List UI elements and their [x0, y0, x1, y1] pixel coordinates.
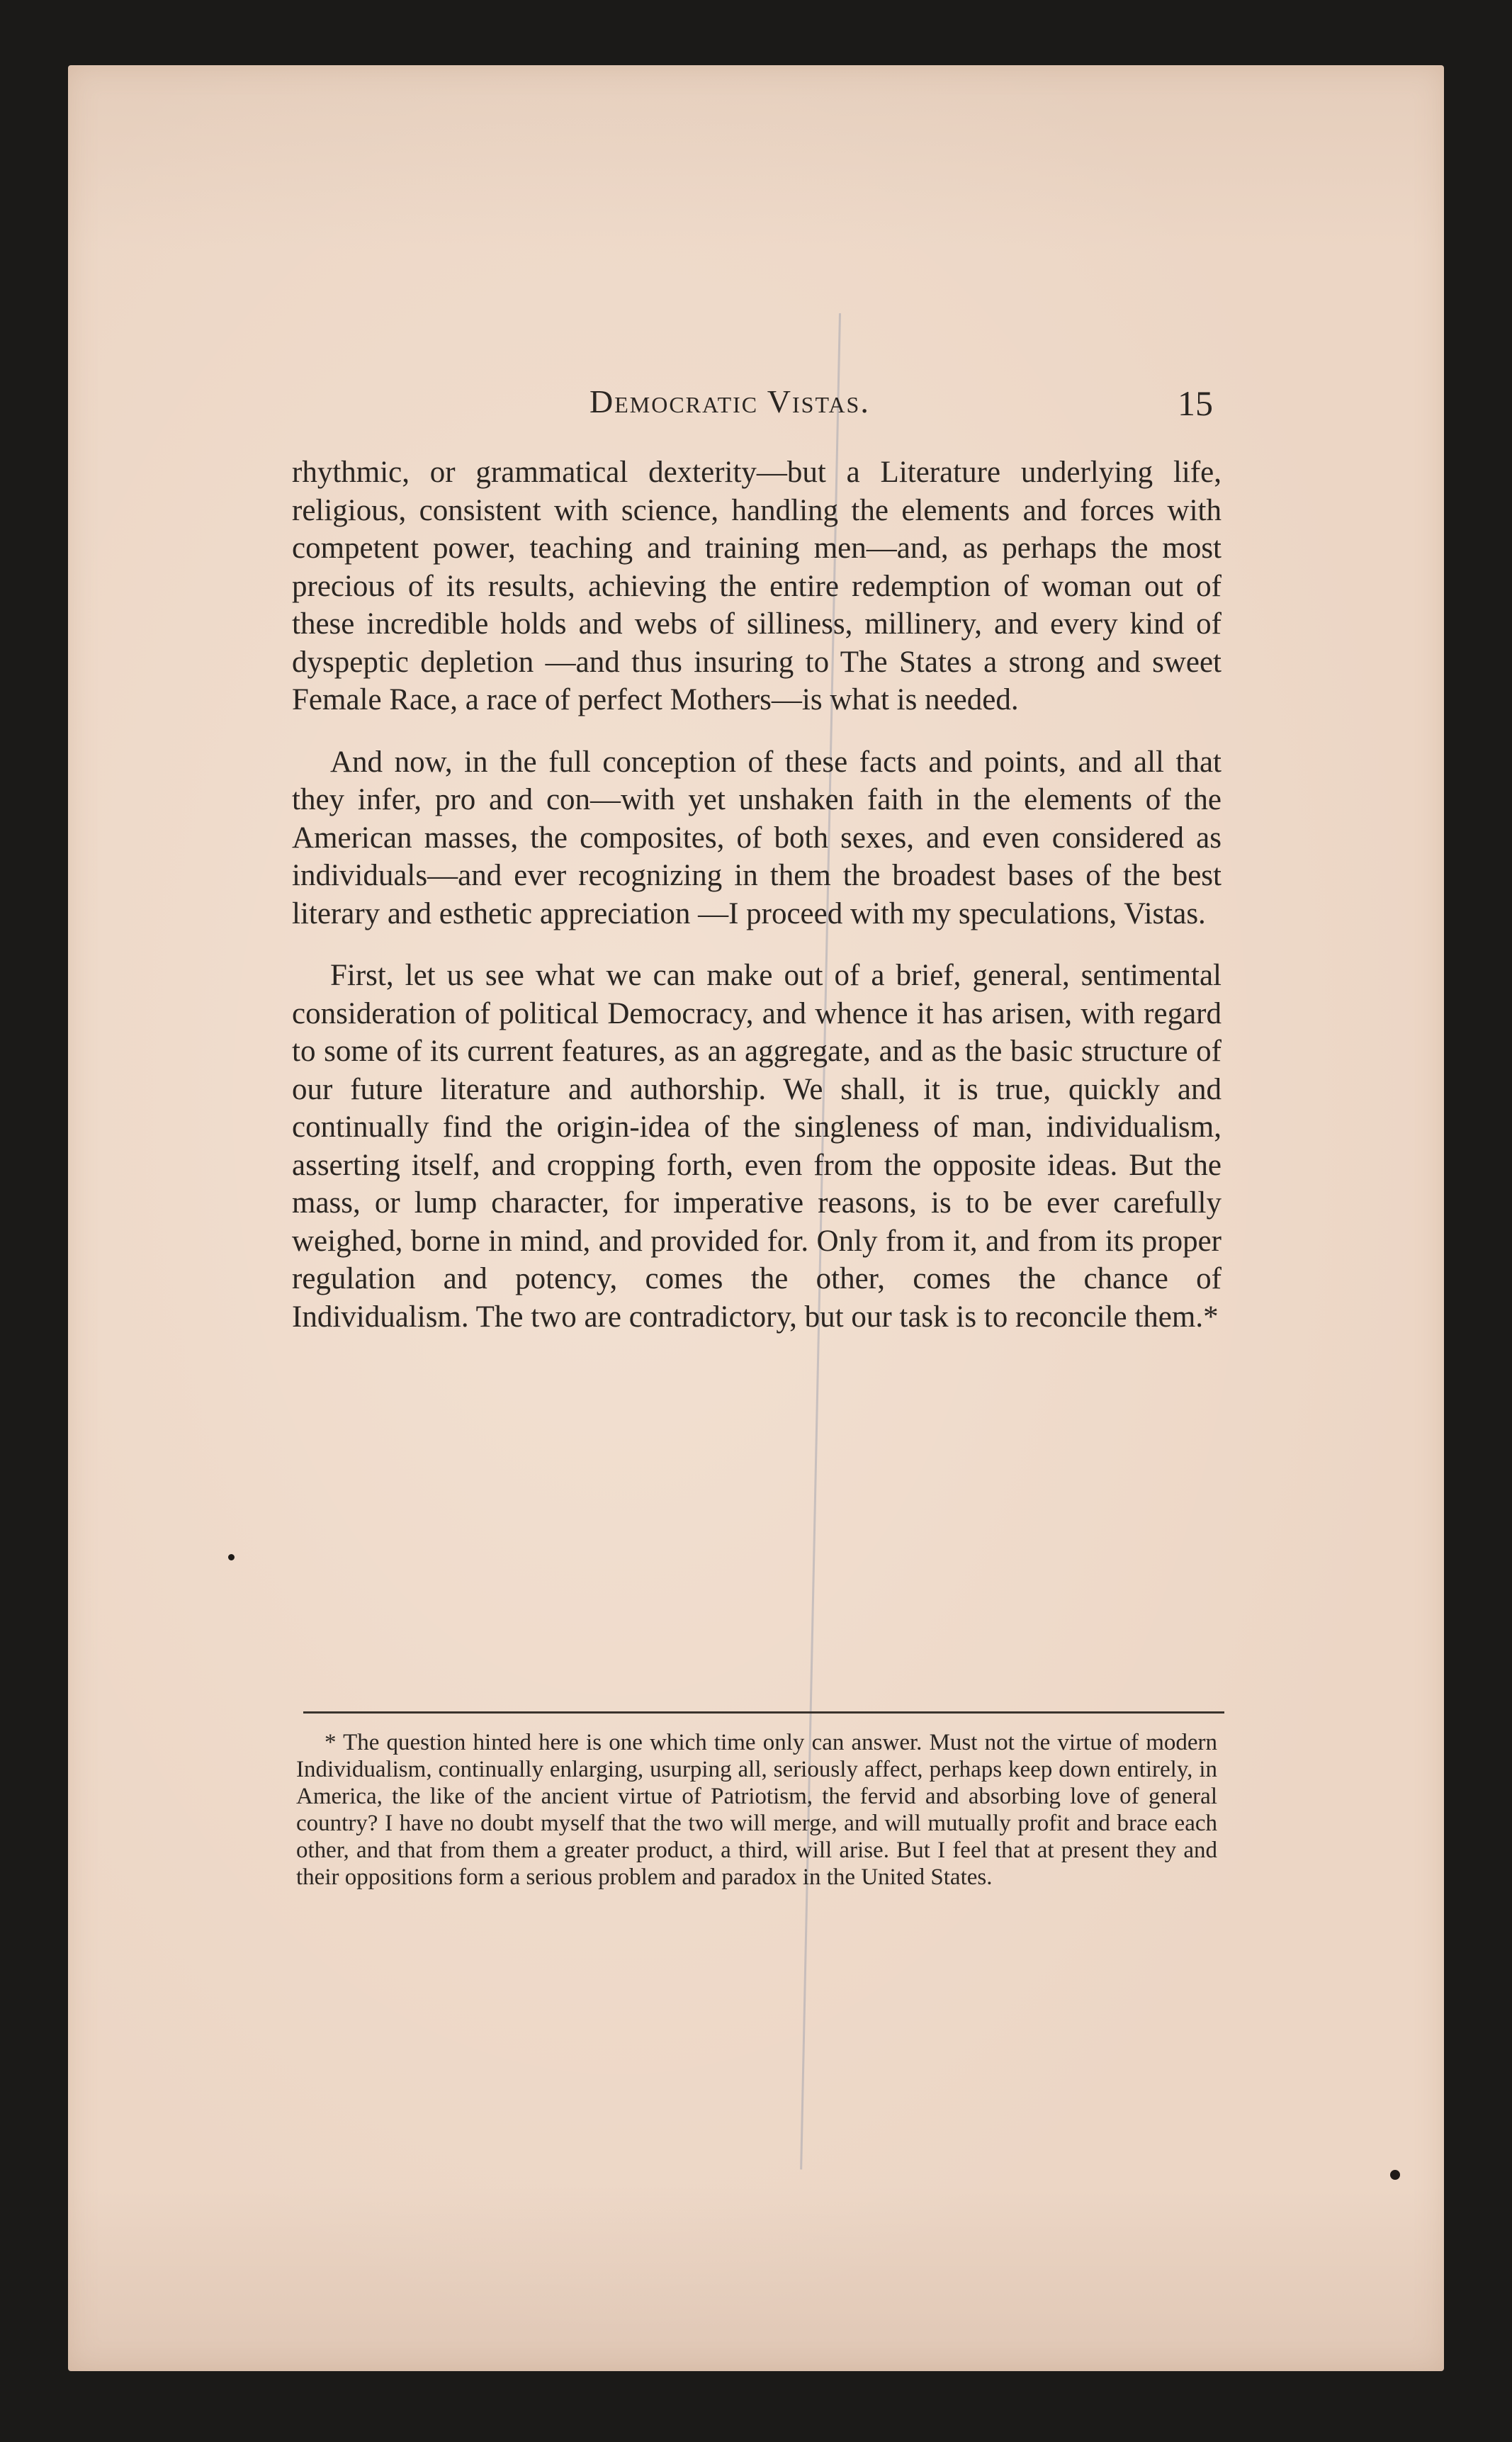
footnote-text: * The question hinted here is one which time only can answer. Must not the virtue of modern Individualism, continually enlarging, usurping all, seriously affect, perhaps keep down entirely, in America, the like of the ancient virtue of Patriotism, the fervid and absorbing love of general country? I have no doubt myself that the two will merge, and will mutually profit and brace each other, and that from them a greater product, a third, will arise. But I feel that at present they and their oppositions form a serious problem and paradox in the United States. — [296, 1730, 1217, 1890]
paragraph-1: rhythmic, or grammatical dexterity—but a Literature underlying life, religious, consistent with science, handling the elements and forces with competent power, teaching and training men—and, as perhaps the most precious of its results, achieving the entire redemption of woman out of these incredible holds and webs of silliness, millinery, and every kind of dyspeptic depletion —and thus insuring to The States a strong and sweet Female Race, a race of perfect Mothers—is what is needed. — [292, 456, 1222, 716]
footnote — [296, 1729, 1217, 1891]
body-text — [292, 454, 1222, 1360]
paragraph-2: And now, in the full conception of these facts and points, and all that they infer, pro and con—with yet unshaken faith in the elements of the American masses, the composites, of both sexes, and even considered as individuals—and ever recognizing in them the broadest bases of the best literary and esthetic appreciation —I proceed with my speculations, Vistas. — [292, 745, 1222, 930]
paragraph-3: First, let us see what we can make out of a brief, general, sentimental consideration of political Democracy, and whence it has arisen, with regard to some of its current features, as an aggregate, and as the basic structure of our future literature and authorship. We shall, it is true, quickly and continually find the origin-idea of the singleness of man, individualism, asserting itself, and cropping forth, even from the opposite ideas. But the mass, or lump character, for imperative reasons, is to be ever carefully weighed, borne in mind, and provided for. Only from it, and from its proper regulation and potency, comes the other, comes the chance of Individualism. The two are contradictory, but our task is to reconcile them.* — [292, 959, 1222, 1334]
ink-speck — [1390, 2170, 1400, 2180]
page-header — [292, 383, 1222, 432]
footnote-divider — [303, 1711, 1224, 1714]
running-title: Democratic Vistas. — [589, 383, 870, 420]
page-number: 15 — [1178, 383, 1213, 423]
ink-speck — [228, 1554, 235, 1560]
